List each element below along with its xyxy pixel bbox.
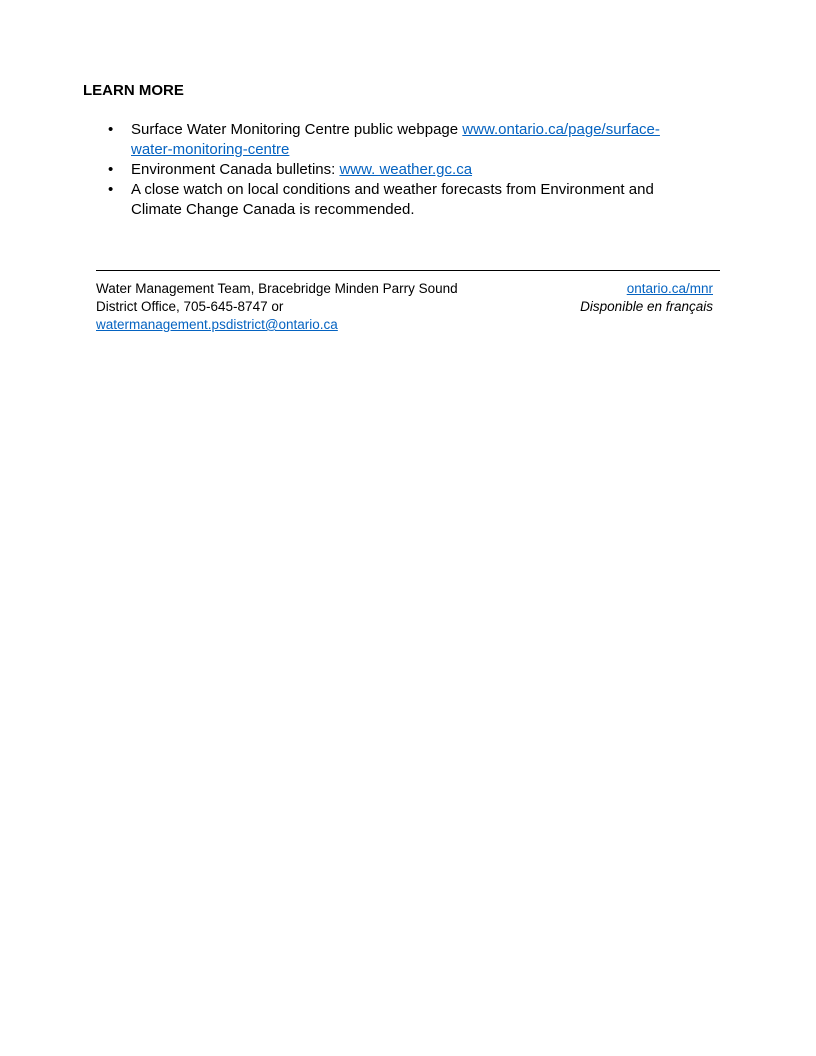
email-link[interactable]: watermanagement.psdistrict@ontario.ca xyxy=(96,317,338,332)
list-item xyxy=(106,160,716,180)
bullet-icon: • xyxy=(108,161,114,178)
bullet-icon: • xyxy=(108,181,114,198)
learn-more-list xyxy=(106,120,716,220)
list-item xyxy=(106,120,716,160)
surface-water-link[interactable]: www.ontario.ca/page/surface- xyxy=(462,121,660,138)
bullet-icon: • xyxy=(108,121,114,138)
footer-contact xyxy=(96,280,516,334)
footer-site xyxy=(493,280,713,316)
list-item-text: Surface Water Monitoring Centre public webpage xyxy=(131,121,463,138)
learn-more-heading: LEARN MORE xyxy=(83,82,184,99)
list-item-text-line2: Climate Change Canada is recommended. xyxy=(131,201,415,218)
mnr-site-link[interactable]: ontario.ca/mnr xyxy=(626,281,713,296)
contact-line-2: District Office, 705-645-8747 or xyxy=(96,299,284,314)
french-availability-note: Disponible en français xyxy=(580,299,713,314)
contact-line-1: Water Management Team, Bracebridge Minden Parry Sound xyxy=(96,281,458,296)
footer-divider xyxy=(96,270,720,271)
weather-link[interactable]: www. weather.gc.ca xyxy=(339,161,473,178)
list-item-text: Environment Canada bulletins: xyxy=(131,161,340,178)
list-item xyxy=(106,180,716,220)
surface-water-link-continued[interactable]: water-monitoring-centre xyxy=(131,141,290,158)
list-item-text-line1: A close watch on local conditions and weather forecasts from Environment and xyxy=(131,181,654,198)
